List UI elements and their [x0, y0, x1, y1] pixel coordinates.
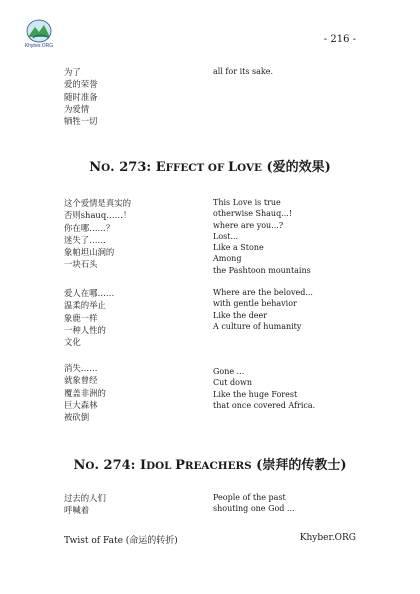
stanza-chinese: [64, 287, 204, 348]
stanza-english: [213, 492, 363, 515]
text-line: 牺牲一切: [64, 116, 98, 127]
text-line: 随时准备: [64, 91, 98, 102]
stanza-chinese: [64, 197, 204, 271]
text-line: Where are the beloved...: [213, 288, 313, 297]
text-line: 呼喊着: [64, 505, 90, 516]
text-line: 象鹿一样: [64, 312, 98, 323]
text-line: 被砍倒: [64, 412, 90, 423]
text-line: 温柔的举止: [64, 300, 106, 311]
logo-text: Khyber.ORG: [24, 43, 54, 49]
text-line: with gentle behavior: [213, 299, 297, 309]
page-number: - 216 -: [323, 34, 356, 45]
text-line: 你在哪……？: [64, 222, 115, 233]
stanza-chinese: [64, 492, 204, 517]
text-line: 这个爱情是真实的: [64, 198, 131, 208]
text-line: 文化: [64, 337, 81, 348]
stanza-english: [213, 366, 363, 411]
intro-english: [213, 66, 363, 77]
text-line: Among: [213, 254, 242, 264]
text-line: the Pashtoon mountains: [213, 265, 311, 275]
text-line: 迷失了……: [64, 234, 106, 245]
stanza-english: [213, 287, 363, 332]
poem-273-heading: NO. 273: EFFECT OF LOVE (爱的效果): [89, 160, 331, 175]
poem-274-heading: NO. 274: IDOL PREACHERS (崇拜的传教士): [73, 458, 347, 473]
footer-book-title: Twist of Fate (命运的转折): [64, 536, 178, 546]
text-line: 象帕坦山涧的: [64, 247, 115, 258]
text-line: Like the deer: [213, 310, 268, 320]
text-line: shouting one God ...: [213, 504, 295, 514]
text-line: Gone ...: [213, 367, 245, 376]
text-line: A culture of humanity: [213, 321, 302, 331]
text-line: 消失……: [64, 363, 98, 373]
text-line: 为了: [64, 67, 81, 77]
text-line: 一块石头: [64, 259, 98, 270]
text-line: Like a Stone: [213, 243, 264, 253]
text-line: Like the huge Forest: [213, 389, 298, 399]
mountain-logo-icon: [19, 19, 59, 43]
text-line: People of the past: [213, 493, 286, 502]
text-line: Lost...: [213, 231, 239, 241]
text-line: 就象曾经: [64, 375, 98, 386]
text-line: otherwise Shauq...!: [213, 209, 293, 219]
text-line: 过去的人们: [64, 493, 106, 503]
text-line: 爱的荣誉: [64, 79, 98, 90]
text-line: 一种人性的: [64, 324, 106, 335]
text-line: 覆盖非洲的: [64, 387, 106, 398]
text-line: 爱人在哪……: [64, 288, 115, 298]
text-line: where are you...?: [213, 220, 284, 230]
text-line: This Love is true: [213, 198, 281, 207]
text-line: Cut down: [213, 378, 252, 388]
stanza-chinese: [64, 362, 204, 423]
intro-chinese: [64, 66, 204, 127]
text-line: 为爱情: [64, 103, 90, 114]
stanza-english: [213, 197, 363, 276]
text-line: 巨大森林: [64, 399, 98, 410]
text-line: 否则shauq……！: [64, 210, 132, 221]
text-line: that once covered Africa.: [213, 400, 316, 410]
footer-site-name: Khyber.ORG: [299, 533, 356, 543]
text-line: all for its sake.: [213, 67, 273, 76]
khyber-logo: [19, 19, 59, 55]
